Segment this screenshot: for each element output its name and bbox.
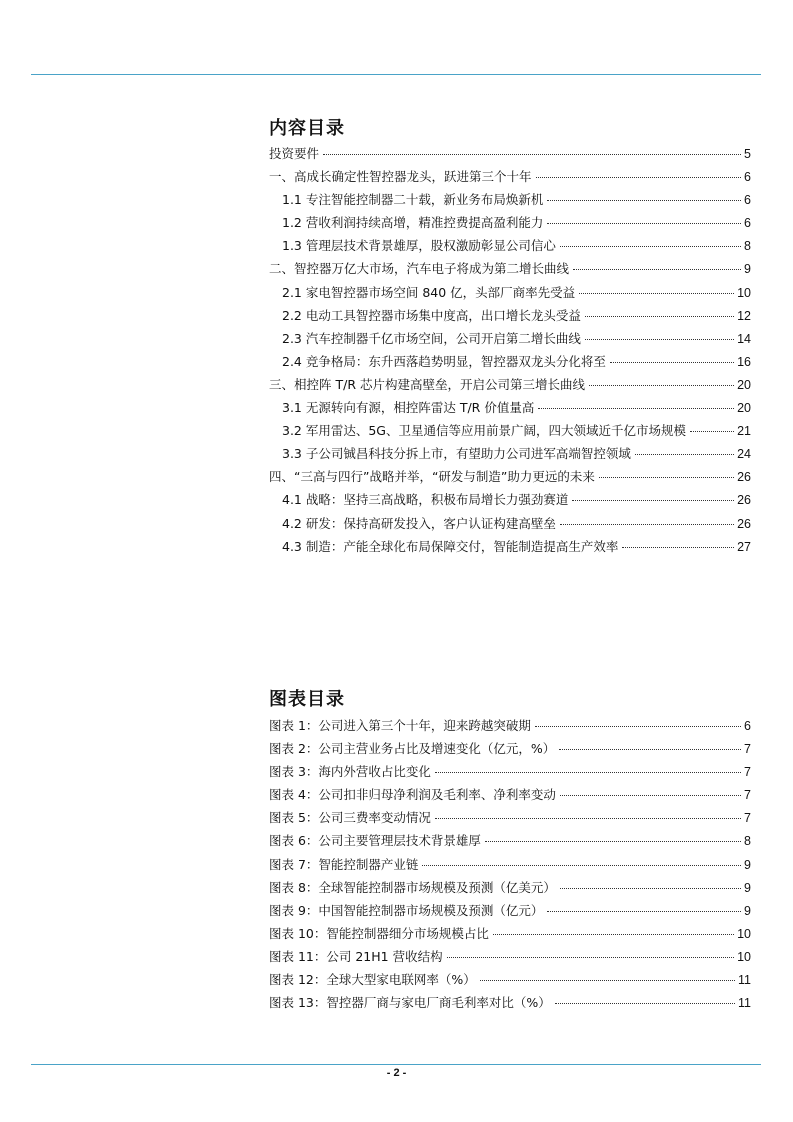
toc-entry[interactable] [269, 373, 751, 396]
toc-entry[interactable] [269, 465, 751, 488]
dot-leader [579, 293, 734, 294]
dot-leader [560, 246, 741, 247]
figure-entry-title: 图表 10：智能控制器细分市场规模占比 [269, 925, 489, 941]
toc-entry[interactable] [269, 165, 751, 188]
toc-entry-page: 5 [744, 147, 751, 161]
figure-entry-page: 7 [744, 742, 751, 757]
dot-leader [435, 772, 741, 773]
toc-entry[interactable] [269, 350, 751, 373]
toc-entry[interactable] [269, 488, 751, 511]
figure-entry-title: 图表 1：公司进入第三个十年，迎来跨越突破期 [269, 718, 531, 733]
figure-entry[interactable] [269, 714, 751, 737]
figure-entry-title: 图表 5：公司三费率变动情况 [269, 810, 431, 826]
toc-entry-page: 24 [737, 447, 751, 462]
figure-entry-page: 9 [744, 880, 751, 895]
toc-entry-title: 2.2 电动工具智控器市场集中度高，出口增长龙头受益 [282, 307, 581, 323]
footer-rule [31, 1064, 761, 1065]
dot-leader [635, 454, 734, 455]
dot-leader [560, 888, 741, 889]
figure-entry[interactable] [269, 968, 751, 991]
toc-entry-page: 6 [744, 193, 751, 208]
figure-entry[interactable] [269, 783, 751, 806]
dot-leader [323, 154, 741, 155]
toc-entry-page: 21 [737, 424, 751, 439]
toc-entry-title: 4.1 战略：坚持三高战略，积极布局增长力强劲赛道 [282, 492, 569, 508]
figure-entry-title: 图表 8：全球智能控制器市场规模及预测（亿美元） [269, 879, 556, 895]
figure-entry-page: 9 [744, 903, 751, 918]
dot-leader [480, 980, 735, 981]
dot-leader [555, 1003, 735, 1004]
toc-entry-page: 10 [737, 285, 751, 300]
figure-entry[interactable] [269, 829, 751, 852]
dot-leader [535, 726, 741, 727]
toc-entry-page: 12 [737, 308, 751, 323]
figure-entry-title: 图表 6：公司主要管理层技术背景雄厚 [269, 833, 481, 849]
figure-entry[interactable] [269, 737, 751, 760]
figure-entry-page: 9 [744, 857, 751, 872]
page-number: - 2 - [386, 1067, 407, 1079]
figure-entry-page: 7 [744, 788, 751, 803]
figure-entry-title: 图表 12：全球大型家电联网率（%） [269, 972, 476, 988]
toc-entry-page: 20 [737, 401, 751, 416]
toc-entry[interactable] [269, 257, 751, 280]
toc-entry-page: 6 [744, 170, 751, 185]
figure-entry[interactable] [269, 991, 751, 1014]
toc-entry-title: 二、智控器万亿大市场，汽车电子将成为第二增长曲线 [269, 261, 570, 277]
figure-entry[interactable] [269, 806, 751, 829]
figure-entry-page: 7 [744, 765, 751, 780]
toc-entry-title: 4.3 制造：产能全球化布局保障交付，智能制造提高生产效率 [282, 538, 619, 554]
dot-leader [493, 934, 734, 935]
dot-leader [559, 749, 741, 750]
toc-entry-title: 一、高成长确定性智控器龙头，跃进第三个十年 [269, 169, 532, 185]
figure-entry[interactable] [269, 922, 751, 945]
toc-entry[interactable] [269, 234, 751, 257]
toc-entry[interactable] [269, 512, 751, 535]
toc-entry-title: 1.1 专注智能控制器二十载，新业务布局焕新机 [282, 192, 544, 208]
toc-entry-page: 20 [737, 377, 751, 392]
figure-entry-page: 6 [744, 719, 751, 733]
toc-entry[interactable] [269, 142, 751, 165]
toc-entry-title: 投资要件 [269, 146, 320, 161]
toc-entry-page: 27 [737, 539, 751, 554]
toc-entry[interactable] [269, 396, 751, 419]
dot-leader [422, 865, 741, 866]
toc-entry-page: 26 [737, 516, 751, 531]
dot-leader [447, 957, 735, 958]
contents-heading: 内容目录 [269, 118, 345, 139]
toc-entry-page: 9 [744, 262, 751, 277]
dot-leader [585, 339, 734, 340]
toc-entry-title: 四、“三高与四行”战略并举，“研发与制造”助力更远的未来 [269, 469, 595, 485]
dot-leader [589, 385, 734, 386]
dot-leader [538, 408, 734, 409]
figure-entry-page: 10 [737, 926, 751, 941]
figures-list [269, 714, 751, 1014]
dot-leader [536, 177, 742, 178]
contents-list [269, 142, 751, 558]
toc-entry-title: 3.3 子公司铖昌科技分拆上市，有望助力公司进军高端智控领域 [282, 446, 631, 462]
toc-entry-title: 1.2 营收利润持续高增，精准控费提高盈利能力 [282, 215, 544, 231]
figure-entry-title: 图表 11：公司 21H1 营收结构 [269, 948, 443, 964]
header-rule [31, 74, 761, 75]
figure-entry-title: 图表 2：公司主营业务占比及增速变化（亿元，%） [269, 741, 556, 757]
figure-entry-page: 8 [744, 834, 751, 849]
toc-entry[interactable] [269, 211, 751, 234]
figure-entry[interactable] [269, 760, 751, 783]
figure-entry-page: 10 [737, 949, 751, 964]
dot-leader [547, 223, 741, 224]
dot-leader [572, 500, 734, 501]
dot-leader [573, 269, 741, 270]
figure-entry-page: 11 [738, 973, 751, 988]
toc-entry-page: 8 [744, 239, 751, 254]
figure-entry-title: 图表 4：公司扣非归母净利润及毛利率、净利率变动 [269, 787, 556, 803]
toc-entry-title: 2.3 汽车控制器千亿市场空间，公司开启第二增长曲线 [282, 330, 581, 346]
toc-entry-title: 4.2 研发：保持高研发投入，客户认证构建高壁垒 [282, 515, 556, 531]
toc-entry[interactable] [269, 188, 751, 211]
toc-entry-page: 26 [737, 470, 751, 485]
toc-entry-title: 3.2 军用雷达、5G、卫星通信等应用前景广阔，四大领域近千亿市场规模 [282, 423, 686, 439]
toc-entry-page: 14 [737, 331, 751, 346]
dot-leader [547, 200, 741, 201]
figure-entry-title: 图表 3：海内外营收占比变化 [269, 764, 431, 780]
dot-leader [610, 362, 734, 363]
dot-leader [585, 316, 734, 317]
toc-entry-title: 2.1 家电智控器市场空间 840 亿，头部厂商率先受益 [282, 284, 576, 300]
toc-entry-page: 26 [737, 493, 751, 508]
figure-entry[interactable] [269, 945, 751, 968]
dot-leader [435, 818, 741, 819]
figures-heading: 图表目录 [269, 689, 345, 710]
figure-entry[interactable] [269, 899, 751, 922]
toc-entry[interactable] [269, 327, 751, 350]
dot-leader [560, 795, 741, 796]
toc-entry[interactable] [269, 442, 751, 465]
dot-leader [599, 477, 734, 478]
toc-entry-page: 16 [737, 354, 751, 369]
toc-entry-title: 1.3 管理层技术背景雄厚，股权激励彰显公司信心 [282, 238, 556, 254]
dot-leader [560, 524, 734, 525]
figure-entry-title: 图表 7：智能控制器产业链 [269, 856, 419, 872]
dot-leader [690, 431, 734, 432]
dot-leader [622, 547, 734, 548]
figure-entry[interactable] [269, 876, 751, 899]
figure-entry[interactable] [269, 853, 751, 876]
toc-entry-title: 三、相控阵 T/R 芯片构建高壁垒，开启公司第三增长曲线 [269, 376, 585, 392]
toc-entry-page: 6 [744, 216, 751, 231]
figure-entry-title: 图表 13：智控器厂商与家电厂商毛利率对比（%） [269, 995, 551, 1011]
figure-entry-title: 图表 9：中国智能控制器市场规模及预测（亿元） [269, 902, 544, 918]
toc-entry-title: 2.4 竞争格局：东升西落趋势明显，智控器双龙头分化将至 [282, 353, 606, 369]
toc-entry[interactable] [269, 419, 751, 442]
toc-entry[interactable] [269, 304, 751, 327]
figure-entry-page: 7 [744, 811, 751, 826]
dot-leader [485, 841, 741, 842]
toc-entry[interactable] [269, 535, 751, 558]
toc-entry-title: 3.1 无源转向有源，相控阵雷达 T/R 价值量高 [282, 400, 535, 416]
figure-entry-page: 11 [738, 996, 751, 1011]
dot-leader [547, 911, 741, 912]
toc-entry[interactable] [269, 281, 751, 304]
